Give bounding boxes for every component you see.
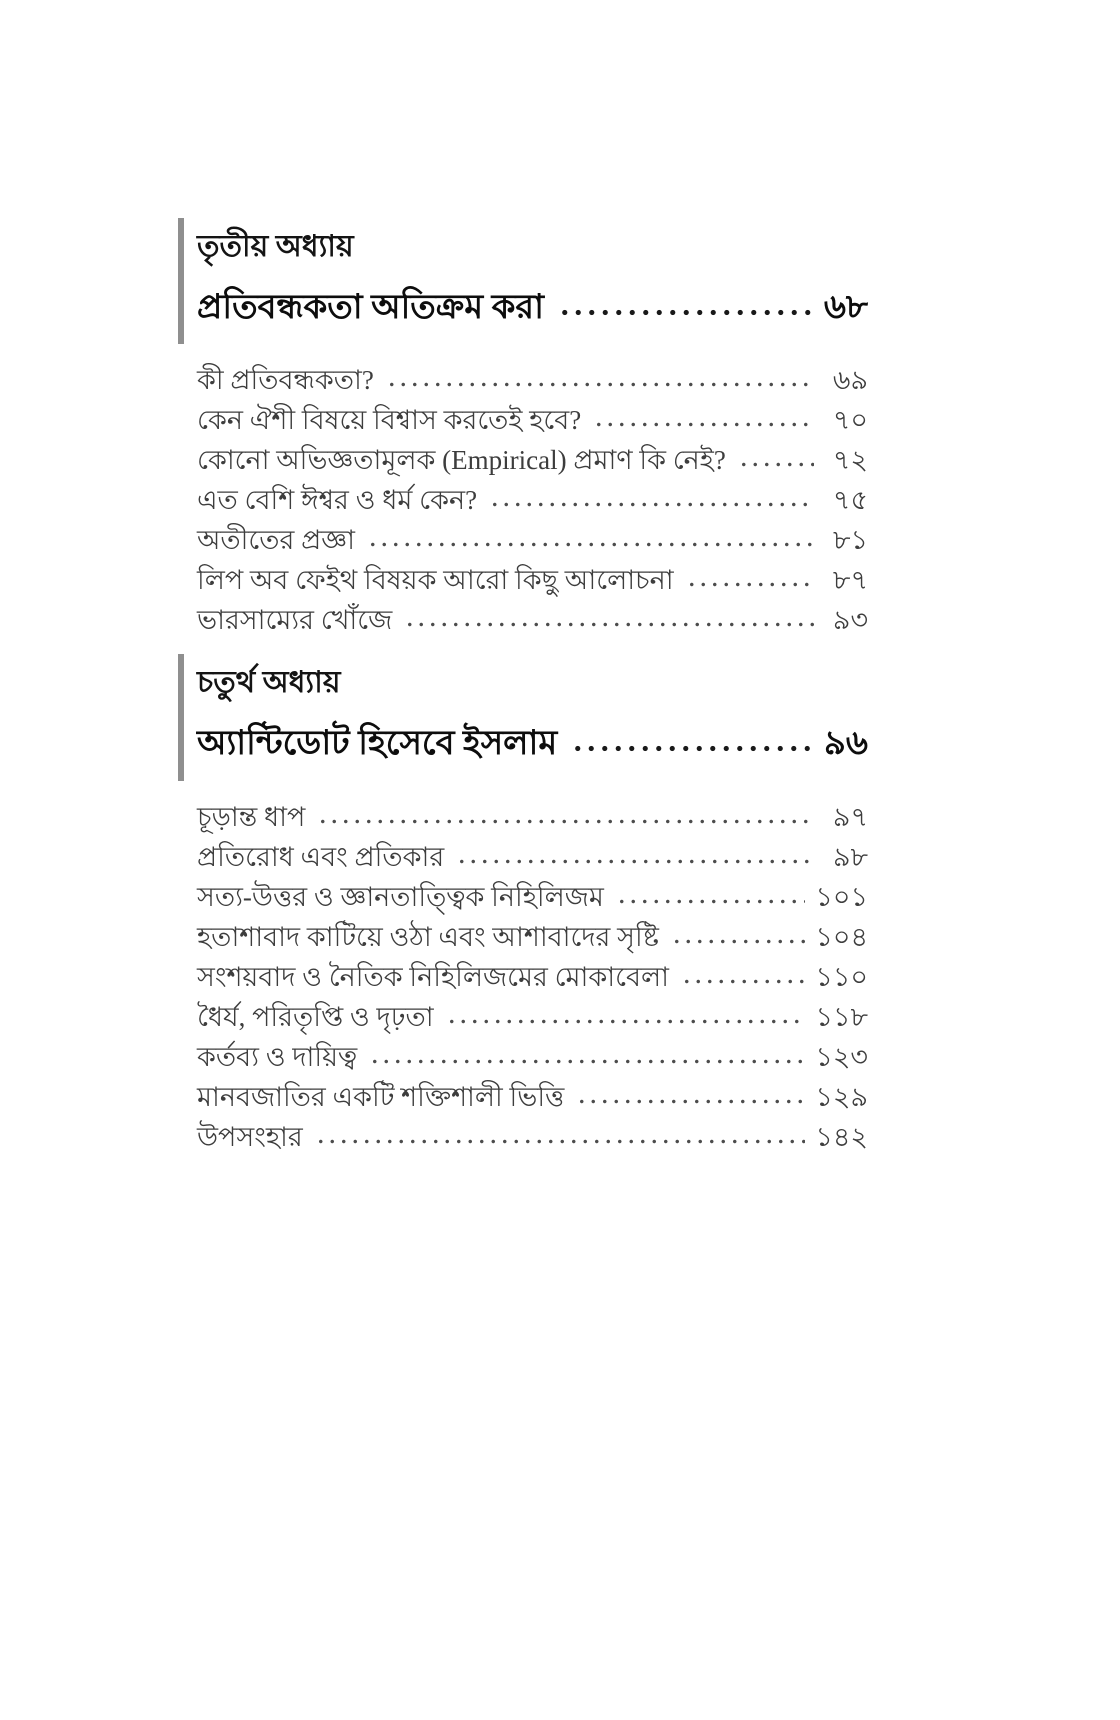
toc-entry-title: প্রতিরোধ এবং প্রতিকার (197, 841, 445, 872)
toc-entry-page: ৭৫ (832, 485, 868, 516)
toc-entry-page: ৮৭ (832, 565, 868, 596)
toc-entry-title: ধৈর্য, পরিতৃপ্তি ও দৃঢ়তা (197, 1001, 434, 1032)
dot-leader (317, 817, 814, 826)
toc-entry-title: এত বেশি ঈশ্বর ও ধর্ম কেন? (197, 485, 478, 516)
toc-entry-title: হতাশাবাদ কাটিয়ে ওঠা এবং আশাবাদের সৃষ্টি (197, 921, 659, 952)
dot-leader (369, 1057, 805, 1066)
chapter-label: তৃতীয় অধ্যায় (197, 230, 354, 263)
toc-entry (197, 440, 868, 480)
toc-entry-page: ৯৮ (832, 841, 868, 872)
toc-entry-page: ৮১ (832, 525, 868, 556)
dot-leader (489, 500, 814, 509)
toc-entry (197, 1117, 868, 1157)
toc-entry-page: ১১৮ (815, 1001, 868, 1032)
toc-entry-page: ১০৪ (815, 921, 868, 952)
toc-entry-page: ৭০ (832, 405, 868, 436)
dot-leader (686, 580, 814, 589)
toc-entry-title: মানবজাতির একটি শক্তিশালী ভিত্তি (197, 1081, 565, 1112)
dot-leader (446, 1017, 806, 1026)
toc-entry-page: ৭২ (832, 445, 868, 476)
toc-entry-title: কর্তব্য ও দায়িত্ব (197, 1041, 358, 1072)
dot-leader (367, 540, 814, 549)
toc-entry-title: অতীতের প্রজ্ঞা (197, 525, 355, 556)
dot-leader (681, 977, 805, 986)
toc-entry (197, 480, 868, 520)
chapter-head (178, 218, 868, 344)
toc-entry (197, 520, 868, 560)
toc-entry-page: ১২৩ (815, 1041, 868, 1072)
toc-entry (197, 837, 868, 877)
toc-entry-title: লিপ অব ফেইথ বিষয়ক আরো কিছু আলোচনা (197, 565, 674, 596)
toc-entry (197, 600, 868, 640)
dot-leader (315, 1137, 806, 1146)
toc-entry (197, 400, 868, 440)
chapter-title-row (197, 289, 868, 326)
chapter-label: চতুর্থ অধ্যায় (197, 666, 341, 700)
toc-entry-title: ভারসাম্যের খোঁজে (197, 605, 393, 636)
toc-items (178, 797, 868, 1157)
dot-leader (616, 897, 805, 906)
toc-entry (197, 1037, 868, 1077)
toc-items (178, 360, 868, 640)
toc-entry-title: কোনো অভিজ্ঞতামূলক (Empirical) প্রমাণ কি নেই? (197, 445, 726, 476)
toc-entry-title: কী প্রতিবন্ধকতা? (197, 365, 374, 396)
dot-leader (671, 937, 806, 946)
toc-entry (197, 560, 868, 600)
toc-entry-page: ১০১ (815, 881, 868, 912)
chapter-title: প্রতিবন্ধকতা অতিক্রম করা (197, 289, 544, 326)
dot-leader (593, 420, 814, 429)
toc-entry-page: ৯৩ (832, 605, 868, 636)
toc-entry (197, 997, 868, 1037)
toc-entry-page: ১৪২ (815, 1121, 868, 1152)
chapter-block-3 (178, 218, 868, 640)
toc-entry-title: সংশয়বাদ ও নৈতিক নিহিলিজমের মোকাবেলা (197, 961, 669, 992)
chapter-page-number: ৬৮ (823, 289, 868, 326)
dot-leader (571, 743, 816, 754)
dot-leader (576, 1097, 805, 1106)
dot-leader (404, 620, 814, 629)
toc-entry-title: উপসংহার (197, 1121, 303, 1152)
toc-entry-title: সত্য-উত্তর ও জ্ঞানতাত্ত্বিক নিহিলিজম (197, 881, 604, 912)
toc-entry-title: চূড়ান্ত ধাপ (197, 801, 306, 832)
chapter-title-row (197, 725, 868, 762)
toc-entry (197, 917, 868, 957)
toc-entry (197, 1077, 868, 1117)
chapter-title: অ্যান্টিডোট হিসেবে ইসলাম (197, 725, 558, 763)
chapter-page-number: ৯৬ (823, 725, 868, 763)
toc-entry (197, 957, 868, 997)
toc-entry-page: ৬৯ (832, 365, 868, 396)
chapter-head (178, 654, 868, 780)
dot-leader (456, 857, 814, 866)
toc-entry-page: ১২৯ (815, 1081, 868, 1112)
dot-leader (738, 460, 814, 469)
toc-entry (197, 877, 868, 917)
toc-entry (197, 360, 868, 400)
chapter-block-4 (178, 654, 868, 1156)
toc-entry-page: ৯৭ (832, 801, 868, 832)
dot-leader (386, 380, 814, 389)
toc-entry-title: কেন ঐশী বিষয়ে বিশ্বাস করতেই হবে? (197, 405, 582, 436)
dot-leader (558, 307, 816, 318)
toc-entry-page: ১১০ (815, 961, 868, 992)
toc-content (178, 218, 868, 1157)
toc-entry (197, 797, 868, 837)
